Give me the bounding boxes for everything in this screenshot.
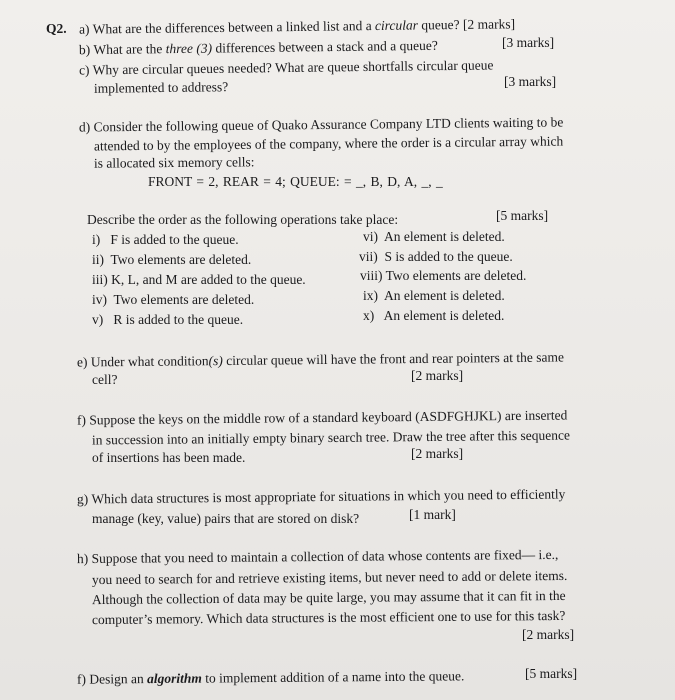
operation-item: viii) Two elements are deleted. <box>360 268 527 283</box>
question-d-line3: is allocated six memory cells: <box>93 154 255 171</box>
question-d-describe: Describe the order as the following operations take place: <box>87 212 399 227</box>
question-f-marks: [2 marks] <box>411 446 464 461</box>
question-h-line2: you need to search for and retrieve existing items, but never need to add or delete items. <box>91 567 568 588</box>
question-f: f) Suppose the keys on the middle row of a standard keyboard (ASDFGHJKL) are inserted <box>76 407 568 428</box>
queue-state: FRONT = 2, REAR = 4; QUEUE: = _, B, D, A, _, _ <box>148 174 443 189</box>
operation-item: iv) Two elements are deleted. <box>92 292 255 307</box>
operation-item: ix) An element is deleted. <box>363 288 505 303</box>
question-final-marks: [5 marks] <box>525 666 578 681</box>
question-e-marks: [2 marks] <box>411 368 464 383</box>
question-g-line2: manage (key, value) pairs that are stored on disk? <box>92 511 360 526</box>
question-g: g) Which data structures is most appropriate for situations in which you need to efficiently <box>76 486 566 507</box>
question-h-line3: Although the collection of data may be quite large, you may assume that it can fit in the <box>91 587 566 608</box>
question-h-marks: [2 marks] <box>522 627 575 642</box>
question-h: h) Suppose that you need to maintain a collection of data whose contents are fixed— i.e., <box>76 546 559 567</box>
operation-item: x) An element is deleted. <box>363 308 505 323</box>
question-final: f) Design an algorithm to implement addition of a name into the queue. <box>76 668 465 687</box>
question-e: e) Under what condition(s) circular queue will have the front and rear pointers at the same <box>76 349 565 370</box>
question-b: b) What are the three (3) differences between a stack and a queue? <box>78 37 438 58</box>
question-e-line2: cell? <box>92 372 118 387</box>
question-c: c) Why are circular queues needed? What are queue shortfalls circular queue <box>78 57 494 78</box>
question-b-marks: [3 marks] <box>502 35 555 50</box>
question-d-line2: attended to by the employees of the company, where the order is a circular array which <box>93 133 564 154</box>
question-d: d) Consider the following queue of Quako Assurance Company LTD clients waiting to be <box>78 114 564 135</box>
operation-item: iii) K, L, and M are added to the queue. <box>92 272 306 287</box>
question-h-line4: computer’s memory. Which data structures is the most efficient one to use for this task? <box>91 607 566 628</box>
question-f-line3: of insertions has been made. <box>92 450 246 465</box>
operation-item: i) F is added to the queue. <box>92 232 239 247</box>
question-d-marks: [5 marks] <box>496 208 549 223</box>
question-c-marks: [3 marks] <box>504 74 557 89</box>
operation-item: vii) S is added to the queue. <box>359 249 513 264</box>
operation-item: ii) Two elements are deleted. <box>92 252 252 267</box>
question-c-line2: implemented to address? <box>93 79 229 96</box>
operation-item: vi) An element is deleted. <box>363 229 505 244</box>
question-number: Q2. <box>46 21 67 36</box>
question-a: a) What are the differences between a linked list and a circular queue? [2 marks] <box>78 16 516 37</box>
question-g-marks: [1 mark] <box>409 507 456 522</box>
question-f-line2: in succession into an initially empty binary search tree. Draw the tree after this sequence <box>91 427 571 448</box>
operation-item: v) R is added to the queue. <box>92 312 244 327</box>
